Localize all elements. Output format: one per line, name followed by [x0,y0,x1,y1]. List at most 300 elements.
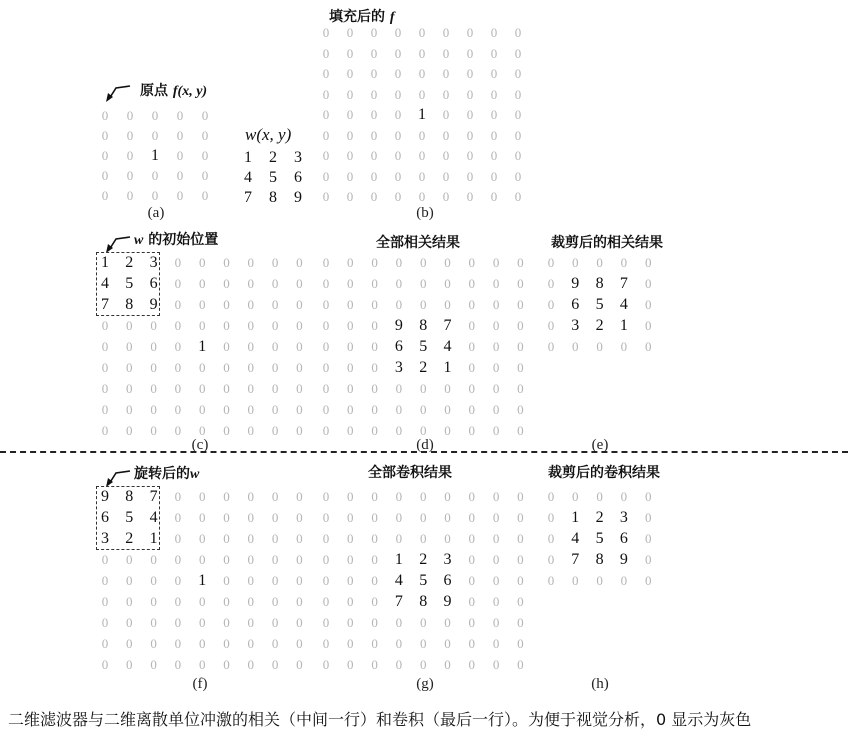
matrix-a-cell: 0 [201,108,209,123]
matrix-a-cell: 0 [101,188,109,203]
matrix-g-cell: 0 [322,510,330,525]
title-g: 全部卷积结果 [368,465,452,481]
matrix-f-cell: 0 [101,594,109,609]
matrix-d-cell: 0 [492,423,500,438]
matrix-c-cell: 1 [198,338,207,355]
matrix-d-cell: 0 [347,297,354,312]
matrix-c-cell: 1 [101,254,109,271]
matrix-d-cell: 0 [517,276,524,291]
matrix-d-cell: 0 [517,297,524,312]
matrix-f-cell: 0 [296,510,303,525]
matrix-d-cell: 2 [419,359,428,376]
matrix-f-cell: 0 [174,489,182,504]
matrix-b-cell: 0 [370,189,378,204]
matrix-f-cell: 0 [247,489,255,504]
matrix-f-cell: 0 [296,552,303,567]
matrix-h-cell: 1 [571,509,580,526]
title-e: 裁剪后的相关结果 [551,235,663,251]
matrix-a-cell: 0 [151,128,159,143]
matrix-d-cell: 0 [322,360,330,375]
matrix-d-cell: 5 [419,338,428,355]
matrix-a-cell: 0 [176,108,184,123]
matrix-f-cell: 0 [198,489,206,504]
matrix-g-cell: 0 [419,657,427,672]
matrix-g-cell: 0 [444,615,451,630]
matrix-g-cell: 0 [419,489,427,504]
matrix-w-cell: 7 [244,189,252,206]
matrix-g-cell: 0 [468,510,476,525]
matrix-f-cell: 0 [150,657,157,672]
matrix-d-cell: 0 [322,423,330,438]
matrix-b-cell: 0 [394,107,402,122]
matrix-d-cell: 0 [419,402,427,417]
matrix-w-cell: 3 [294,149,302,166]
matrix-a-cell: 0 [176,128,184,143]
matrix-d-cell: 0 [468,297,476,312]
matrix-e-cell: 0 [620,255,628,270]
matrix-g-cell: 0 [517,510,524,525]
matrix-d-cell: 0 [322,255,330,270]
matrix-g-cell: 2 [419,551,428,568]
matrix-a-cell: 1 [151,147,159,164]
matrix-g-cell: 0 [444,636,451,651]
matrix-d-cell: 0 [444,255,451,270]
matrix-d-cell: 0 [444,381,451,396]
matrix-c-cell: 0 [271,339,279,354]
matrix-d-cell: 0 [468,402,476,417]
matrix-c-cell: 0 [174,360,182,375]
matrix-c-cell: 0 [223,255,230,270]
matrix-b-cell: 0 [442,127,450,143]
matrix-d-cell: 0 [371,339,378,354]
matrix-f-cell: 5 [125,509,134,526]
matrix-c-cell: 0 [247,339,255,354]
matrix-f-cell: 0 [223,615,230,630]
matrix-g-cell: 0 [347,615,354,630]
matrix-e-cell: 5 [595,296,604,313]
matrix-c-cell: 0 [271,297,279,312]
matrix-f-cell: 0 [296,615,303,630]
matrix-d-cell: 0 [347,318,354,333]
matrix-h-cell: 0 [644,531,652,546]
matrix-g-cell: 0 [371,636,378,651]
matrix-b-cell: 0 [394,148,402,163]
matrix-h-cell: 0 [620,489,628,504]
matrix-c-cell: 0 [174,318,182,333]
matrix-h-cell: 0 [596,489,603,504]
matrix-g-cell: 0 [395,636,403,651]
matrix-d-cell: 3 [394,359,403,376]
matrix-f-cell: 0 [271,636,279,651]
matrix-d-cell: 0 [492,339,500,354]
matrix-d-cell: 0 [395,423,403,438]
matrix-c-cell: 0 [223,402,230,417]
matrix-d-cell: 0 [347,423,354,438]
matrix-f-cell: 4 [149,509,158,526]
matrix-b-cell: 0 [394,168,402,184]
matrix-e-cell: 0 [644,339,652,354]
matrix-g-cell: 0 [468,552,476,567]
matrix-g-cell: 0 [347,657,354,672]
matrix-c-cell: 3 [149,254,158,271]
matrix-f-cell: 0 [174,636,182,651]
matrix-e-cell: 0 [572,255,579,270]
matrix-f-cell: 0 [126,552,133,567]
matrix-c-cell: 0 [247,402,255,417]
matrix-d-cell: 0 [468,318,476,333]
matrix-e-cell: 4 [619,296,628,313]
matrix-g-cell: 0 [347,510,354,525]
matrix-f-cell: 0 [198,615,206,630]
matrix-f-cell: 0 [198,510,206,525]
matrix-g-cell: 0 [322,657,330,672]
matrix-g-cell: 0 [517,594,524,609]
matrix-h-cell: 0 [547,510,555,525]
matrix-f-cell: 0 [101,657,109,672]
matrix-e-cell: 9 [571,275,580,292]
matrix-g-cell: 8 [419,593,428,610]
matrix-h-cell: 0 [644,573,652,588]
matrix-d-cell: 0 [371,360,378,375]
matrix-g-cell: 7 [394,593,403,610]
matrix-d-cell: 0 [517,360,524,375]
matrix-a-cell: 0 [151,108,159,123]
matrix-h-cell: 0 [547,552,555,567]
matrix-f-cell: 0 [198,657,206,672]
matrix-e-cell: 0 [644,255,652,270]
sublabel-c: (c) [191,437,209,453]
matrix-g-cell: 0 [322,594,330,609]
matrix-g-cell: 0 [419,510,427,525]
matrix-f-cell: 0 [223,531,230,546]
matrix-h-cell: 0 [547,531,555,546]
matrix-g-cell: 0 [468,573,476,588]
matrix-b-cell: 0 [346,107,354,122]
matrix-b-cell: 0 [322,25,330,40]
matrix-g-cell: 0 [468,615,476,630]
matrix-c-cell: 0 [296,381,303,396]
matrix-d-cell: 7 [443,317,452,334]
matrix-d-cell: 0 [347,255,354,270]
matrix-c-cell: 0 [150,318,157,333]
matrix-b-cell: 0 [346,66,354,81]
figure-caption: 二维滤波器与二维离散单位冲激的相关（中间一行）和卷积（最后一行）。为便于视觉分析，0 显示为灰色 [8,710,752,729]
matrix-h-cell: 9 [619,551,628,568]
matrix-b-cell: 0 [370,25,378,40]
matrix-c-cell: 2 [125,254,134,271]
matrix-f-cell: 0 [271,489,279,504]
matrix-a-cell: 0 [126,168,134,183]
matrix-d-cell: 0 [395,402,403,417]
matrix-f-cell: 0 [223,510,230,525]
matrix-c-cell: 0 [223,339,230,354]
matrix-a-cell: 0 [151,188,159,203]
matrix-g-cell: 0 [492,636,500,651]
matrix-e-cell: 2 [595,317,604,334]
matrix-d-cell: 0 [419,381,427,396]
matrix-g-cell: 0 [371,615,378,630]
matrix-f-cell: 0 [198,552,206,567]
matrix-d-cell: 0 [347,402,354,417]
matrix-f-cell: 0 [271,657,279,672]
matrix-g-cell: 0 [492,552,500,567]
matrix-d-cell: 0 [395,255,403,270]
matrix-d-cell: 0 [517,381,524,396]
matrix-e-cell: 6 [571,296,580,313]
matrix-c-cell: 0 [174,255,182,270]
matrix-d-cell: 0 [468,276,476,291]
matrix-d-cell: 0 [492,402,500,417]
matrix-c-cell: 0 [247,360,255,375]
matrix-c-cell: 0 [174,381,182,396]
matrix-h-cell: 5 [595,530,604,547]
matrix-d-cell: 0 [347,360,354,375]
matrix-d-cell: 0 [395,276,403,291]
matrix-b-cell: 0 [466,45,474,61]
matrix-c-cell: 9 [149,296,158,313]
matrix-w-cell: 5 [269,169,277,186]
matrix-c-cell: 0 [296,402,303,417]
matrix-c-cell: 0 [223,297,230,312]
matrix-d-cell: 0 [468,360,476,375]
matrix-b-cell: 0 [418,127,426,143]
matrix-w-cell: 2 [269,149,277,166]
matrix-c-cell: 0 [101,402,109,417]
matrix-d-cell: 6 [394,338,403,355]
matrix-g-cell: 0 [419,636,427,651]
matrix-a-cell: 0 [126,188,134,203]
matrix-f-cell: 0 [296,573,303,588]
matrix-f-cell: 0 [126,573,133,588]
matrix-f-cell: 0 [198,594,206,609]
matrix-d-cell: 0 [419,297,427,312]
matrix-f-cell: 0 [247,594,255,609]
matrix-f-cell: 1 [198,572,207,589]
matrix-f-cell: 0 [247,615,255,630]
matrix-f-cell: 0 [223,489,230,504]
matrix-c-cell: 0 [223,381,230,396]
matrix-d-cell: 0 [322,381,330,396]
matrix-g-cell: 0 [492,594,500,609]
matrix-g-cell: 0 [492,510,500,525]
matrix-g-cell: 0 [371,531,378,546]
matrix-f-cell: 0 [150,594,157,609]
matrix-f-cell: 0 [247,657,255,672]
matrix-e-cell: 0 [547,276,555,291]
matrix-f-cell: 0 [247,573,255,588]
matrix-b-cell: 0 [418,86,426,102]
matrix-d-cell: 0 [468,381,476,396]
matrix-b-cell: 0 [322,189,330,204]
matrix-d-cell: 8 [419,317,428,334]
matrix-c-cell: 0 [198,402,206,417]
matrix-f-cell: 9 [101,488,109,505]
matrix-h-cell: 6 [619,530,628,547]
matrix-b-cell: 0 [346,127,354,143]
matrix-h-cell: 0 [572,573,579,588]
matrix-a-cell: 0 [176,188,184,203]
matrix-d-cell: 0 [492,381,500,396]
matrix-c-cell: 0 [198,276,206,291]
matrix-b-cell: 0 [394,66,402,81]
matrix-c-cell: 0 [247,318,255,333]
matrix-e-cell: 3 [571,317,580,334]
matrix-h-cell: 0 [572,489,579,504]
matrix-b-cell: 0 [442,168,450,184]
matrix-g-cell: 0 [517,552,524,567]
matrix-c-cell: 0 [271,360,279,375]
matrix-c-cell: 0 [247,423,255,438]
matrix-b-cell: 0 [322,86,330,102]
matrix-b-cell: 0 [322,45,330,61]
matrix-d-cell: 0 [492,318,500,333]
w-label: w(x, y) [245,125,292,144]
matrix-d-cell: 0 [371,318,378,333]
matrix-e-cell: 0 [644,276,652,291]
matrix-b-cell: 0 [370,168,378,184]
matrix-d-cell: 0 [468,339,476,354]
matrix-g-cell: 0 [347,594,354,609]
matrix-c-cell: 0 [271,423,279,438]
matrix-g-cell: 0 [468,594,476,609]
sublabel-h: (h) [591,676,609,692]
matrix-c-cell: 0 [126,381,133,396]
matrix-f-cell: 0 [150,552,157,567]
matrix-f-cell: 0 [174,615,182,630]
matrix-b-cell: 0 [514,189,522,204]
matrix-f-cell: 0 [150,636,157,651]
matrix-c-cell: 0 [223,318,230,333]
matrix-h-cell: 0 [620,573,628,588]
matrix-f-cell: 0 [174,510,182,525]
matrix-g-cell: 0 [468,531,476,546]
matrix-f-cell: 0 [150,573,157,588]
matrix-c-cell: 0 [126,339,133,354]
matrix-w-cell: 1 [244,149,252,166]
matrix-h-cell: 0 [596,573,603,588]
matrix-a-cell: 0 [101,108,109,123]
title-c: w 的初始位置 [134,232,219,248]
matrix-b-cell: 0 [514,45,522,61]
sublabel-g: (g) [416,676,434,692]
matrix-f-cell: 0 [101,573,109,588]
matrix-f-cell: 8 [125,488,134,505]
matrix-b-cell: 0 [394,189,402,204]
matrix-b-cell: 0 [346,86,354,102]
matrix-b-cell: 0 [490,45,498,61]
matrix-d-cell: 0 [419,423,427,438]
matrix-c-cell: 0 [271,402,279,417]
matrix-b-cell: 0 [490,148,498,163]
matrix-b-cell: 0 [370,127,378,143]
matrix-c-cell: 0 [150,423,157,438]
matrix-c-cell: 0 [198,297,206,312]
matrix-h-cell: 4 [571,530,580,547]
matrix-d-cell: 0 [322,318,330,333]
matrix-b-cell: 0 [394,86,402,102]
matrix-g-cell: 0 [492,573,500,588]
matrix-g-cell: 0 [347,531,354,546]
matrix-f-cell: 0 [247,531,255,546]
matrix-f-cell: 2 [125,530,134,547]
matrix-g-cell: 0 [492,531,500,546]
matrix-b-cell: 0 [322,168,330,184]
matrix-b-cell: 0 [370,107,378,122]
matrix-f-cell: 0 [198,531,206,546]
matrix-g-cell: 0 [468,489,476,504]
matrix-f-cell: 3 [101,530,109,547]
matrix-c-cell: 0 [150,381,157,396]
matrix-d-cell: 0 [322,297,330,312]
matrix-c-cell: 0 [198,318,206,333]
matrix-e-cell: 0 [547,297,555,312]
matrix-c-cell: 0 [126,423,133,438]
matrix-c-cell: 0 [174,276,182,291]
matrix-g-cell: 0 [371,552,378,567]
matrix-f-cell: 0 [223,594,230,609]
matrix-f-cell: 0 [101,552,109,567]
matrix-g-cell: 3 [443,551,452,568]
matrix-d-cell: 0 [371,423,378,438]
matrix-f-cell: 0 [296,657,303,672]
matrix-c-cell: 0 [296,276,303,291]
matrix-b-cell: 0 [466,107,474,122]
matrix-h-cell: 0 [547,573,555,588]
matrix-c-cell: 0 [223,423,230,438]
matrix-g-cell: 0 [468,657,476,672]
matrix-c-cell: 4 [101,275,109,292]
matrix-g-cell: 5 [419,572,428,589]
matrix-d-cell: 9 [394,317,403,334]
matrix-f-cell: 0 [296,594,303,609]
matrix-a-cell: 0 [176,168,184,183]
matrix-c-cell: 0 [271,381,279,396]
sublabel-e: (e) [591,437,609,453]
matrix-b-cell: 0 [418,148,426,163]
matrix-d-cell: 1 [443,359,452,376]
matrix-c-cell: 0 [247,297,255,312]
matrix-g-cell: 0 [517,657,524,672]
matrix-f-cell: 0 [101,636,109,651]
matrix-d-cell: 0 [347,339,354,354]
matrix-d-cell: 0 [371,402,378,417]
matrix-b-cell: 0 [418,168,426,184]
matrix-g-cell: 0 [492,657,500,672]
matrix-d-cell: 0 [492,276,500,291]
matrix-f-cell: 0 [126,636,133,651]
matrix-b-cell: 0 [490,86,498,102]
matrix-b-cell: 0 [514,148,522,163]
matrix-f-cell: 0 [271,615,279,630]
matrix-a-cell: 0 [126,128,134,143]
matrix-b-cell: 0 [466,127,474,143]
matrix-b-cell: 0 [442,107,450,122]
matrix-c-cell: 6 [149,275,158,292]
matrix-g-cell: 0 [517,573,524,588]
matrix-a-cell: 0 [151,168,159,183]
matrix-b-cell: 0 [514,25,522,40]
matrix-d-cell: 0 [468,255,476,270]
matrix-e-cell: 0 [596,255,603,270]
matrix-f-cell: 0 [101,615,109,630]
matrix-f-cell: 0 [126,615,133,630]
matrix-c-cell: 0 [247,276,255,291]
matrix-c-cell: 0 [198,360,206,375]
matrix-c-cell: 0 [101,339,109,354]
matrix-d-cell: 0 [444,402,451,417]
matrix-e-cell: 0 [596,339,603,354]
matrix-b-cell: 0 [370,45,378,61]
